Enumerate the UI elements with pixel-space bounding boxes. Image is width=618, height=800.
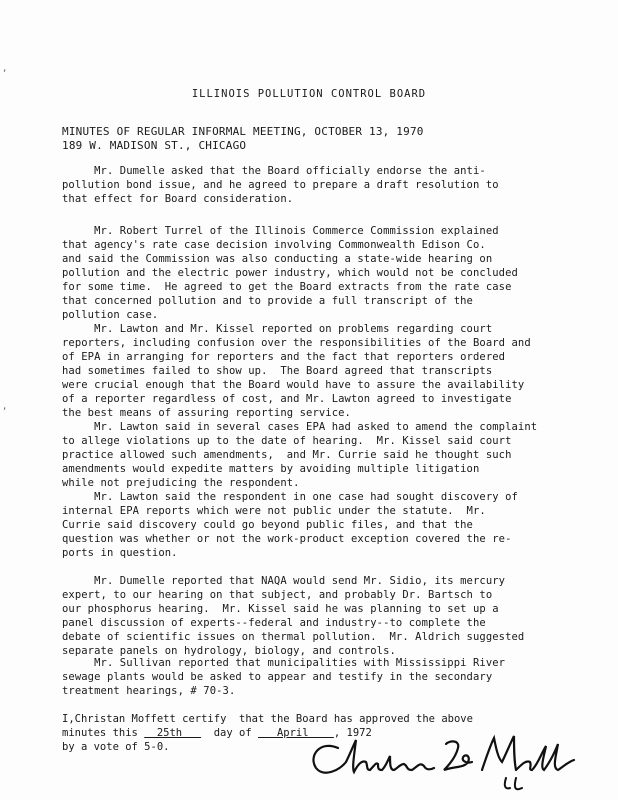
paragraph-line: had sometimes failed to show up. The Board agreed that transcripts (62, 365, 493, 377)
cert-minutes-this: minutes this (62, 727, 145, 739)
minutes-title-line2: 189 W. MADISON ST., CHICAGO (62, 139, 247, 152)
paragraph-line: our phosphorus hearing. Mr. Kissel said he was planning to set up a (62, 603, 499, 615)
paragraph-line: while not prejudicing the respondent. (62, 477, 300, 489)
cert-month: April (258, 727, 334, 739)
handwritten-signature (300, 726, 580, 800)
paragraph-line: Mr. Dumelle asked that the Board officially endorse the anti- (62, 165, 486, 177)
cert-vote: by a vote of 5-0. (62, 741, 170, 753)
minutes-title (62, 125, 424, 153)
paragraph-line: of EPA in arranging for reporters and the fact that reporters ordered (62, 351, 506, 363)
minutes-paragraph (62, 574, 524, 658)
paragraph-line: Mr. Sullivan reported that municipalities with Mississippi River (62, 657, 506, 669)
paragraph-line: internal EPA reports which were not public under the statute. Mr. (62, 505, 486, 517)
paragraph-line: separate panels on hydrology, biology, and controls. (62, 645, 396, 657)
paragraph-line: Mr. Lawton and Mr. Kissel reported on problems regarding court (62, 323, 493, 335)
paragraph-line: ports in question. (62, 547, 178, 559)
paragraph-line: that agency's rate case decision involving Commonwealth Edison Co. (62, 239, 486, 251)
paragraph-line: practice allowed such amendments, and Mr. Currie said he thought such (62, 449, 512, 461)
cert-day-of: day of (201, 727, 258, 739)
paragraph-line: that effect for Board consideration. (62, 193, 294, 205)
minutes-paragraph (62, 656, 505, 698)
cert-year: , 1972 (333, 727, 372, 739)
paragraph-line: that concerned pollution and to provide a full transcript of the (62, 295, 473, 307)
paragraph-line: Mr. Robert Turrel of the Illinois Commerce Commission explained (62, 225, 499, 237)
paragraph-line: Mr. Lawton said in several cases EPA had asked to amend the complaint (62, 421, 538, 433)
paragraph-line: debate of scientific issues on thermal pollution. Mr. Aldrich suggested (62, 631, 525, 643)
paragraph-line: for some time. He agreed to get the Board extracts from the rate case (62, 281, 512, 293)
cert-text: certify that the Board has approved the above (175, 713, 473, 725)
paragraph-line: pollution and the electric power industry, which would not be concluded (62, 267, 518, 279)
paragraph-line: Mr. Lawton said the respondent in one case had sought discovery of (62, 491, 518, 503)
minutes-paragraph (62, 224, 518, 322)
paragraph-line: question was whether or not the work-product exception covered the re- (62, 533, 512, 545)
margin-mark: , (2, 64, 8, 74)
paragraph-line: the best means of assuring reporting service. (62, 407, 351, 419)
paragraph-line: sewage plants would be asked to appear and testify in the secondary (62, 671, 493, 683)
paragraph-line: reporters, including confusion over the responsibilities of the Board and (62, 337, 531, 349)
paragraph-line: treatment hearings, # 70-3. (62, 685, 236, 697)
minutes-paragraph (62, 490, 518, 560)
paragraph-line: were crucial enough that the Board would have to assure the availability (62, 379, 525, 391)
paragraph-line: pollution bond issue, and he agreed to prepare a draft resolution to (62, 179, 499, 191)
paragraph-line: of a reporter regardless of cost, and Mr. Lawton agreed to investigate (62, 393, 512, 405)
paragraph-line: to allege violations up to the date of hearing. Mr. Kissel said court (62, 435, 512, 447)
cert-prefix: I, (62, 713, 75, 725)
board-header: ILLINOIS POLLUTION CONTROL BOARD (191, 88, 427, 100)
cert-name: Christan Moffett (74, 713, 176, 725)
paragraph-line: expert, to our hearing on that subject, and probably Dr. Bartsch to (62, 589, 493, 601)
minutes-paragraph (62, 164, 499, 206)
minutes-title-line1: MINUTES OF REGULAR INFORMAL MEETING, OCTOBER 13, 1970 (62, 125, 424, 138)
paragraph-line: pollution case. (62, 309, 159, 321)
paragraph-line: Currie said discovery could go beyond public files, and that the (62, 519, 473, 531)
minutes-paragraph (62, 322, 531, 420)
cert-day: 25th (144, 727, 202, 739)
paragraph-line: Mr. Dumelle reported that NAQA would send Mr. Sidio, its mercury (62, 575, 506, 587)
paragraph-line: and said the Commission was also conducting a state-wide hearing on (62, 253, 493, 265)
minutes-paragraph (62, 420, 537, 490)
paragraph-line: amendments would expedite matters by avoiding multiple litigation (62, 463, 480, 475)
margin-mark: , (2, 402, 8, 412)
paragraph-line: panel discussion of experts--federal and industry--to complete the (62, 617, 486, 629)
